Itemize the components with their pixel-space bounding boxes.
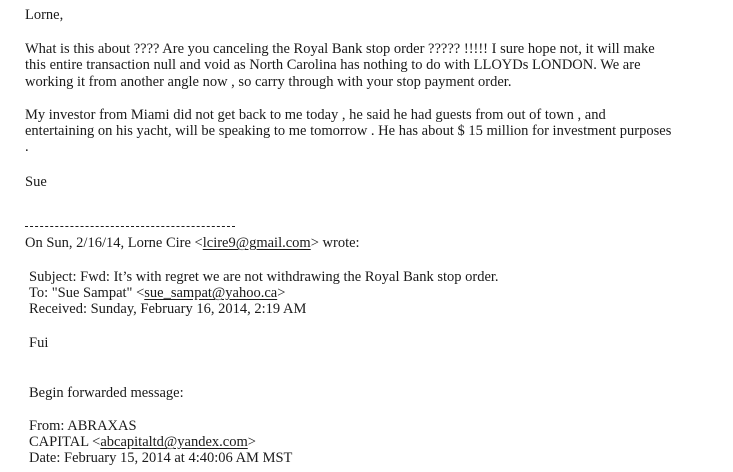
body-paragraph-1-line-1: What is this about ???? Are you canceling the Royal Bank stop order ????? !!!!! I sure hope not, it will make bbox=[25, 41, 655, 57]
from-line: From: ABRAXAS bbox=[29, 418, 137, 434]
forwarded-message-header: Begin forwarded message: bbox=[29, 385, 184, 401]
to-prefix: To: "Sue Sampat" < bbox=[29, 285, 145, 301]
quote-header-prefix: On Sun, 2/16/14, Lorne Cire < bbox=[25, 235, 203, 251]
capital-suffix: > bbox=[247, 434, 256, 450]
subject-line: Subject: Fwd: It’s with regret we are not withdrawing the Royal Bank stop order. bbox=[29, 269, 499, 285]
signature: Sue bbox=[25, 174, 47, 190]
capital-prefix: CAPITAL < bbox=[29, 434, 101, 450]
to-suffix: > bbox=[277, 285, 286, 301]
quote-header-suffix: > wrote: bbox=[310, 235, 360, 251]
capital-line bbox=[29, 435, 256, 450]
date-line: Date: February 15, 2014 at 4:40:06 AM MST bbox=[29, 450, 293, 466]
to-line bbox=[29, 286, 285, 301]
body-paragraph-2-line-2: entertaining on his yacht, will be speaking to me tomorrow . He has about $ 15 million for investment purposes bbox=[25, 123, 672, 139]
quote-separator bbox=[25, 226, 235, 227]
body-paragraph-1-line-2: this entire transaction null and void as North Carolina has nothing to do with LLOYDs LONDON. We are bbox=[25, 57, 641, 73]
body-paragraph-2-line-3: . bbox=[25, 139, 29, 155]
body-paragraph-2-line-1: My investor from Miami did not get back to me today , he said he had guests from out of town , and bbox=[25, 107, 606, 123]
fui-text: Fui bbox=[29, 335, 49, 351]
received-line: Received: Sunday, February 16, 2014, 2:19 AM bbox=[29, 301, 307, 317]
sender-email-link[interactable]: lcire9@gmail.com bbox=[202, 235, 311, 251]
body-paragraph-1-line-3: working it from another angle now , so carry through with your stop payment order. bbox=[25, 74, 512, 90]
quote-header bbox=[25, 236, 360, 251]
forwarder-email-link[interactable]: abcapitaltd@yandex.com bbox=[100, 434, 248, 450]
greeting: Lorne, bbox=[25, 7, 64, 23]
recipient-email-link[interactable]: sue_sampat@yahoo.ca bbox=[144, 285, 278, 301]
